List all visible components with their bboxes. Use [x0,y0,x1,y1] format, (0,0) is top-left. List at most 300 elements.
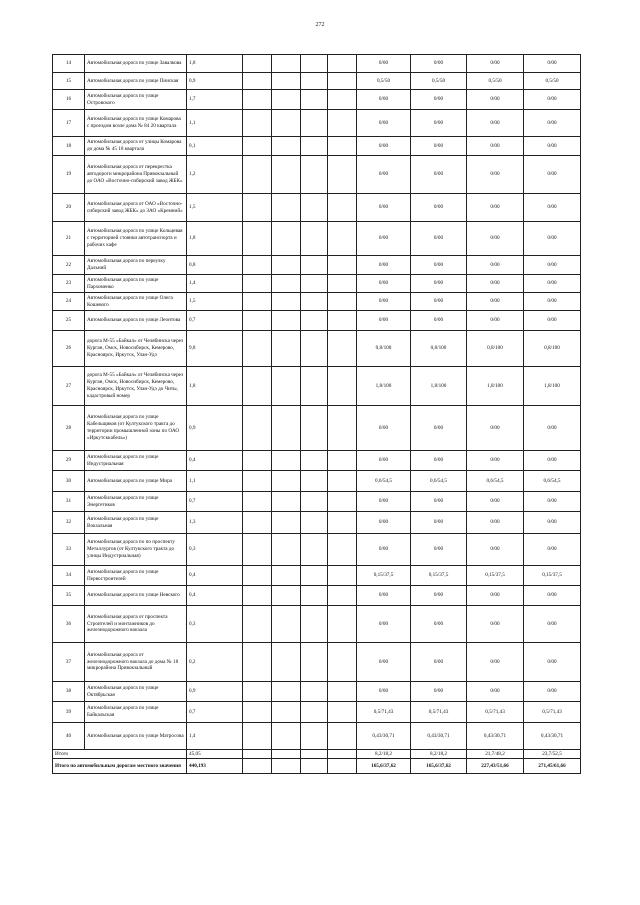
value-cell-v2: 0/00 [411,137,467,156]
total-value-v2: 8,2/18,2 [411,750,467,759]
empty-cell [243,723,272,750]
value-cell-v1: 0/00 [357,606,411,643]
row-number-cell: 27 [53,367,85,406]
value-cell-v3: 0/00 [467,55,524,73]
row-number-cell: 34 [53,566,85,586]
value-cell-v2: 0,6/54,5 [411,471,467,492]
grand-total-value-v1: 165,6/37,62 [357,759,411,774]
table-row [53,723,581,750]
value-cell-v1: 0/00 [357,512,411,534]
length-cell: 9,8 [187,331,243,367]
empty-cell [272,156,301,194]
length-cell: 0,7 [187,492,243,512]
empty-cell [243,256,272,275]
road-name-cell: Автомобильная дорога по улице Пинская [85,73,187,90]
page-number: 272 [315,22,325,28]
value-cell-v2: 0/00 [411,110,467,137]
empty-cell [272,759,301,774]
empty-cell [243,311,272,331]
value-cell-v2: 0/00 [411,406,467,451]
value-cell-v3: 0/00 [467,194,524,222]
row-number-cell: 15 [53,73,85,90]
empty-cell [301,451,328,471]
table-row [53,643,581,682]
empty-cell [301,471,328,492]
empty-cell [243,156,272,194]
empty-cell [328,451,357,471]
empty-cell [301,293,328,311]
value-cell-v4: 0,5/50 [524,73,581,90]
road-name-cell: Автомобильная дорога от улицы Комарова до дома № 45 18 квартала [85,137,187,156]
value-cell-v1: 0,8/100 [357,331,411,367]
empty-cell [272,534,301,566]
empty-cell [328,723,357,750]
empty-cell [243,471,272,492]
value-cell-v1: 0/00 [357,156,411,194]
value-cell-v2: 0/00 [411,194,467,222]
length-cell: 1,1 [187,110,243,137]
table-row [53,293,581,311]
empty-cell [272,606,301,643]
value-cell-v4: 0/00 [524,137,581,156]
value-cell-v3: 1,8/100 [467,367,524,406]
length-cell: 1,1 [187,471,243,492]
value-cell-v3: 0/00 [467,275,524,293]
empty-cell [301,194,328,222]
table-body [53,55,581,774]
empty-cell [301,682,328,702]
empty-cell [243,702,272,723]
empty-cell [301,55,328,73]
grand-total-row [53,759,581,774]
length-cell: 1,2 [187,156,243,194]
value-cell-v1: 0/00 [357,293,411,311]
row-number-cell: 20 [53,194,85,222]
empty-cell [328,406,357,451]
value-cell-v3: 0/00 [467,137,524,156]
table-row [53,90,581,110]
road-name-cell: Автомобильная дорога по улице Островского [85,90,187,110]
value-cell-v1: 0/00 [357,256,411,275]
value-cell-v4: 0/00 [524,492,581,512]
empty-cell [301,256,328,275]
road-name-cell: Автомобильная дорога по улице Энергетиков [85,492,187,512]
empty-cell [272,194,301,222]
empty-cell [272,256,301,275]
road-name-cell: Автомобильная дорога по улице Байкальская [85,702,187,723]
table-row [53,110,581,137]
row-number-cell: 32 [53,512,85,534]
length-cell: 0,8 [187,256,243,275]
empty-cell [243,194,272,222]
empty-cell [243,367,272,406]
row-number-cell: 19 [53,156,85,194]
row-number-cell: 22 [53,256,85,275]
roads-table [52,54,581,774]
row-number-cell: 40 [53,723,85,750]
value-cell-v2: 0/00 [411,451,467,471]
value-cell-v4: 0/00 [524,90,581,110]
value-cell-v3: 0/00 [467,256,524,275]
value-cell-v1: 0,6/54,5 [357,471,411,492]
value-cell-v4: 0/00 [524,534,581,566]
table-row [53,406,581,451]
row-number-cell: 35 [53,586,85,606]
empty-cell [301,750,328,759]
row-number-cell: 37 [53,643,85,682]
row-number-cell: 31 [53,492,85,512]
empty-cell [328,194,357,222]
value-cell-v4: 0,5/71,43 [524,702,581,723]
value-cell-v4: 0,43/30,71 [524,723,581,750]
value-cell-v4: 0/00 [524,55,581,73]
road-name-cell: Автомобильная дорога по улице Индустриальная [85,451,187,471]
empty-cell [328,750,357,759]
value-cell-v1: 0/00 [357,311,411,331]
table-row [53,256,581,275]
empty-cell [301,367,328,406]
empty-cell [328,73,357,90]
length-cell: 0,2 [187,643,243,682]
empty-cell [328,331,357,367]
road-name-cell: Автомобильная дорога по улице Пархоменко [85,275,187,293]
grand-total-value-v3: 227,43/51,66 [467,759,524,774]
value-cell-v3: 0/00 [467,586,524,606]
empty-cell [301,566,328,586]
empty-cell [328,275,357,293]
road-name-cell: Автомобильная дорога от перекрестка автодороги микрорайона Привокзальный до ОАО «Восточно-сибирский завод ЖБК» [85,156,187,194]
road-name-cell: Автомобильная дорога по улице Комарова с проездом возле дома № 84 20 квартала [85,110,187,137]
empty-cell [272,723,301,750]
value-cell-v1: 0/00 [357,643,411,682]
length-cell: 1,8 [187,222,243,256]
value-cell-v4: 1,8/100 [524,367,581,406]
empty-cell [243,566,272,586]
value-cell-v1: 0/00 [357,534,411,566]
row-number-cell: 29 [53,451,85,471]
empty-cell [301,406,328,451]
table-row [53,55,581,73]
empty-cell [243,275,272,293]
value-cell-v3: 0/00 [467,311,524,331]
empty-cell [301,723,328,750]
value-cell-v2: 0,15/37,5 [411,566,467,586]
length-cell: 0,4 [187,586,243,606]
length-cell: 1,8 [187,55,243,73]
row-number-cell: 30 [53,471,85,492]
grand-total-value-v4: 271,45/61,66 [524,759,581,774]
value-cell-v1: 0,43/30,71 [357,723,411,750]
value-cell-v3: 0/00 [467,406,524,451]
value-cell-v1: 1,8/100 [357,367,411,406]
value-cell-v2: 0/00 [411,643,467,682]
value-cell-v1: 0/00 [357,406,411,451]
road-name-cell: Автомобильная дорога по улице Кабельщиков (от Култукского тракта до территории промышленной зоны по ОАО «Иркутсккабель») [85,406,187,451]
length-cell: 1,7 [187,90,243,110]
empty-cell [272,566,301,586]
empty-cell [328,702,357,723]
value-cell-v1: 0/00 [357,275,411,293]
empty-cell [328,492,357,512]
empty-cell [301,222,328,256]
row-number-cell: 26 [53,331,85,367]
row-number-cell: 21 [53,222,85,256]
length-cell: 1,5 [187,293,243,311]
value-cell-v1: 0/00 [357,451,411,471]
value-cell-v2: 0/00 [411,586,467,606]
table-row [53,566,581,586]
value-cell-v2: 1,8/100 [411,367,467,406]
empty-cell [272,275,301,293]
value-cell-v1: 0/00 [357,194,411,222]
empty-cell [243,73,272,90]
empty-cell [328,512,357,534]
empty-cell [243,750,272,759]
total-row [53,750,581,759]
length-cell: 0,7 [187,311,243,331]
table-row [53,682,581,702]
road-name-cell: Автомобильная дорога по улице Кольцевая с территорией стоянки автотранспорта и рабочих кафе [85,222,187,256]
grand-total-value-v2: 165,6/37,62 [411,759,467,774]
value-cell-v3: 0,43/30,71 [467,723,524,750]
value-cell-v1: 0/00 [357,55,411,73]
value-cell-v4: 0/00 [524,194,581,222]
value-cell-v4: 0/00 [524,643,581,682]
value-cell-v2: 0,5/71,43 [411,702,467,723]
empty-cell [301,512,328,534]
empty-cell [301,643,328,682]
empty-cell [272,682,301,702]
road-name-cell: Автомобильная дорога по улице Олега Кошевого [85,293,187,311]
value-cell-v3: 0/00 [467,512,524,534]
value-cell-v3: 0/00 [467,492,524,512]
value-cell-v2: 0/00 [411,293,467,311]
table-row [53,156,581,194]
value-cell-v4: 0,15/37,5 [524,566,581,586]
empty-cell [301,492,328,512]
value-cell-v4: 0/00 [524,275,581,293]
table-row [53,275,581,293]
table-row [53,137,581,156]
value-cell-v3: 0,5/50 [467,73,524,90]
total-value-v3: 21,7/48,2 [467,750,524,759]
length-cell: 0,4 [187,566,243,586]
table-row [53,194,581,222]
length-cell: 0,3 [187,606,243,643]
empty-cell [272,73,301,90]
length-cell: 1,4 [187,723,243,750]
road-name-cell: Автомобильная дорога по улице Октябрьская [85,682,187,702]
road-name-cell: дорога М-55 «Байкал» от Челябинска через Курган, Омск, Новосибирск, Кемерово, Красноярск, Иркутск, Улан-Удэ до Читы, кадастровый номер [85,367,187,406]
empty-cell [272,222,301,256]
empty-cell [301,534,328,566]
empty-cell [328,534,357,566]
value-cell-v1: 0,15/37,5 [357,566,411,586]
value-cell-v4: 0/00 [524,293,581,311]
length-cell: 1,5 [187,194,243,222]
value-cell-v4: 0/00 [524,682,581,702]
row-number-cell: 18 [53,137,85,156]
value-cell-v4: 0,6/54,5 [524,471,581,492]
total-length: 45,05 [187,750,243,759]
road-name-cell: дорога М-55 «Байкал» от Челябинска через Курган, Омск, Новосибирск, Кемерово, Красноярск, Иркутск, Улан-Удэ [85,331,187,367]
length-cell: 0,7 [187,702,243,723]
empty-cell [328,471,357,492]
value-cell-v3: 0/00 [467,293,524,311]
total-value-v1: 8,2/18,2 [357,750,411,759]
value-cell-v3: 0/00 [467,606,524,643]
table-row [53,73,581,90]
empty-cell [243,451,272,471]
table-row [53,222,581,256]
value-cell-v4: 0/00 [524,512,581,534]
empty-cell [328,566,357,586]
empty-cell [328,643,357,682]
empty-cell [243,90,272,110]
row-number-cell: 33 [53,534,85,566]
value-cell-v3: 0/00 [467,682,524,702]
row-number-cell: 25 [53,311,85,331]
value-cell-v2: 0,5/50 [411,73,467,90]
empty-cell [272,367,301,406]
empty-cell [301,331,328,367]
table-row [53,311,581,331]
length-cell: 0,3 [187,534,243,566]
empty-cell [301,137,328,156]
value-cell-v1: 0,5/71,43 [357,702,411,723]
length-cell: 0,9 [187,682,243,702]
table-row [53,586,581,606]
grand-total-label: Итого по автомобильным дорогам местного значения [53,759,187,774]
value-cell-v3: 0/00 [467,156,524,194]
value-cell-v1: 0,5/50 [357,73,411,90]
grand-total-length: 440,193 [187,759,243,774]
value-cell-v2: 0/00 [411,606,467,643]
length-cell: 0,4 [187,451,243,471]
road-name-cell: Автомобильная дорога от ОАО «Восточно-сибирский завод ЖБК» до ЗАО «Кремний» [85,194,187,222]
row-number-cell: 17 [53,110,85,137]
empty-cell [301,73,328,90]
empty-cell [272,311,301,331]
road-name-cell: Автомобильная дорога от железнодорожного вокзала до дома № 18 микрорайона Привокзальный [85,643,187,682]
value-cell-v4: 0,8/100 [524,331,581,367]
empty-cell [272,512,301,534]
road-name-cell: Автомобильная дорога по переулку Дальний [85,256,187,275]
value-cell-v4: 0/00 [524,311,581,331]
value-cell-v4: 0/00 [524,451,581,471]
value-cell-v1: 0/00 [357,137,411,156]
empty-cell [243,331,272,367]
row-number-cell: 16 [53,90,85,110]
value-cell-v4: 0/00 [524,222,581,256]
row-number-cell: 36 [53,606,85,643]
value-cell-v3: 0/00 [467,110,524,137]
empty-cell [272,643,301,682]
value-cell-v3: 0,15/37,5 [467,566,524,586]
empty-cell [243,137,272,156]
value-cell-v3: 0/00 [467,451,524,471]
value-cell-v3: 0,8/100 [467,331,524,367]
empty-cell [328,606,357,643]
value-cell-v4: 0/00 [524,256,581,275]
length-cell: 1,3 [187,512,243,534]
value-cell-v4: 0/00 [524,156,581,194]
value-cell-v1: 0/00 [357,492,411,512]
length-cell: 0,9 [187,406,243,451]
empty-cell [301,156,328,194]
value-cell-v2: 0,43/30,71 [411,723,467,750]
empty-cell [243,512,272,534]
empty-cell [272,750,301,759]
table-row [53,534,581,566]
empty-cell [328,586,357,606]
value-cell-v2: 0,8/100 [411,331,467,367]
row-number-cell: 38 [53,682,85,702]
road-name-cell: Автомобильная дорога от проспекта Строителей и монтажников до железнодорожного вокзала [85,606,187,643]
table-row [53,451,581,471]
empty-cell [328,55,357,73]
empty-cell [243,606,272,643]
empty-cell [272,471,301,492]
empty-cell [328,110,357,137]
empty-cell [243,586,272,606]
value-cell-v2: 0/00 [411,55,467,73]
road-name-cell: Автомобильная дорога по улице Вокзальная [85,512,187,534]
empty-cell [272,110,301,137]
value-cell-v2: 0/00 [411,156,467,194]
empty-cell [328,256,357,275]
length-cell: 0,9 [187,73,243,90]
road-name-cell: Автомобильная дорога по улице Леонтова [85,311,187,331]
empty-cell [243,222,272,256]
road-name-cell: Автомобильная дорога по по проспекту Металлургов (от Култукского тракта до улицы Индустриальная) [85,534,187,566]
total-label: Итого [53,750,187,759]
table-row [53,471,581,492]
value-cell-v2: 0/00 [411,512,467,534]
length-cell: 1,8 [187,367,243,406]
road-name-cell: Автомобильная дорога по улице Матросова [85,723,187,750]
empty-cell [243,759,272,774]
value-cell-v2: 0/00 [411,275,467,293]
empty-cell [272,492,301,512]
road-name-cell: Автомобильная дорога по улице Мира [85,471,187,492]
table-row [53,331,581,367]
empty-cell [328,90,357,110]
empty-cell [272,451,301,471]
value-cell-v1: 0/00 [357,110,411,137]
value-cell-v1: 0/00 [357,682,411,702]
road-name-cell: Автомобильная дорога по улице Завалкова [85,55,187,73]
empty-cell [272,331,301,367]
empty-cell [243,643,272,682]
row-number-cell: 28 [53,406,85,451]
empty-cell [272,293,301,311]
row-number-cell: 39 [53,702,85,723]
value-cell-v1: 0/00 [357,222,411,256]
empty-cell [301,702,328,723]
row-number-cell: 14 [53,55,85,73]
value-cell-v2: 0/00 [411,256,467,275]
table-row [53,492,581,512]
empty-cell [328,137,357,156]
length-cell: 1,4 [187,275,243,293]
empty-cell [328,311,357,331]
value-cell-v2: 0/00 [411,682,467,702]
value-cell-v3: 0,6/54,5 [467,471,524,492]
value-cell-v2: 0/00 [411,534,467,566]
road-name-cell: Автомобильная дорога по улице Первостроителей [85,566,187,586]
row-number-cell: 24 [53,293,85,311]
